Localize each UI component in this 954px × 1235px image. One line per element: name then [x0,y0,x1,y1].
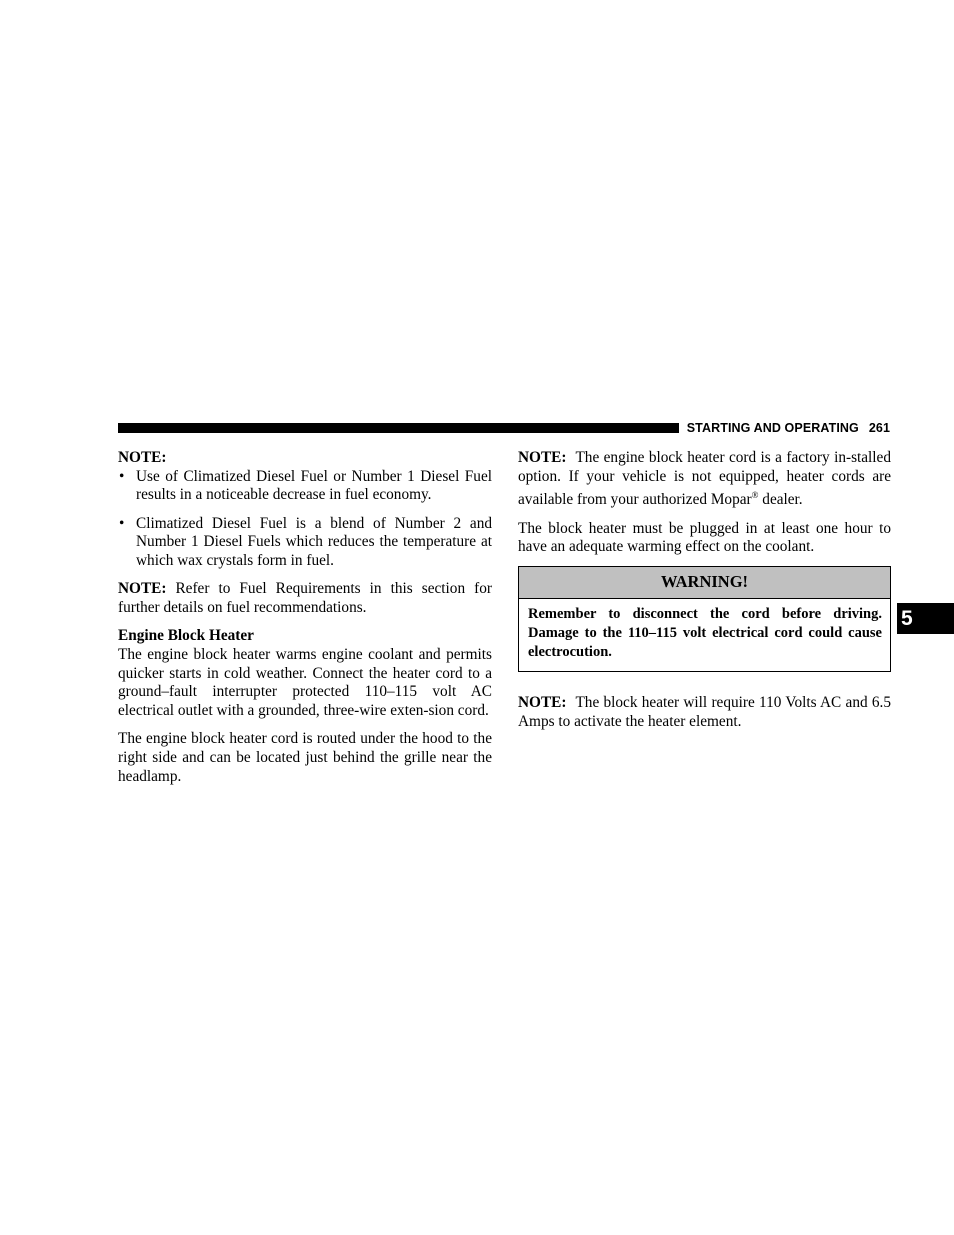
note-label: NOTE: [118,449,167,466]
left-column [118,449,492,786]
note-bullet-list [118,468,492,571]
note-label: NOTE: [518,694,567,712]
right-column [518,449,891,732]
body-paragraph: The engine block heater cord is routed under the hood to the right side and can be located just behind the grille near the headlamp. [118,730,492,785]
section-title: STARTING AND OPERATING [686,421,859,435]
note-label: NOTE: [518,449,567,466]
chapter-tab: 5 [897,603,954,634]
note-label: NOTE: [118,580,167,598]
section-heading: Engine Block Heater [118,627,254,645]
header-rule [118,423,679,433]
warning-text: Remember to disconnect the cord before driving. Damage to the 110–115 volt electrical cord could cause electrocution. [528,606,882,660]
running-header [687,420,890,436]
warning-title: WARNING! [519,567,890,599]
body-paragraph: The engine block heater warms engine coolant and permits quicker starts in cold weather. Connect the heater cord to a ground–fault interrupter protected 110–115 volt AC electrical outlet with a grounded, three-wire exten-sion cord. [118,645,492,719]
body-paragraph: The block heater must be plugged in at least one hour to have an adequate warming effect on the coolant. [518,519,891,556]
registered-mark: ® [751,490,759,501]
bullet-icon: • [119,467,125,485]
warning-box [518,566,891,672]
list-item: • Climatized Diesel Fuel is a blend of Number 2 and Number 1 Diesel Fuels which reduces the temperature at which wax crystals form in fuel. [119,514,492,570]
note-paragraph: NOTE: The engine block heater cord is a factory in-stalled option. If your vehicle is not equipped, heater cords are available from your authorized Mopar® dealer. [518,449,891,509]
note-paragraph: NOTE: The block heater will require 110 Volts AC and 6.5 Amps to activate the heater element. [518,694,891,730]
note-paragraph: NOTE: Refer to Fuel Requirements in this section for further details on fuel recommendations. [118,580,492,616]
list-item: • Use of Climatized Diesel Fuel or Number 1 Diesel Fuel results in a noticeable decrease in fuel economy. [119,467,492,504]
page-number: 261 [868,421,890,435]
bullet-icon: • [119,514,125,532]
